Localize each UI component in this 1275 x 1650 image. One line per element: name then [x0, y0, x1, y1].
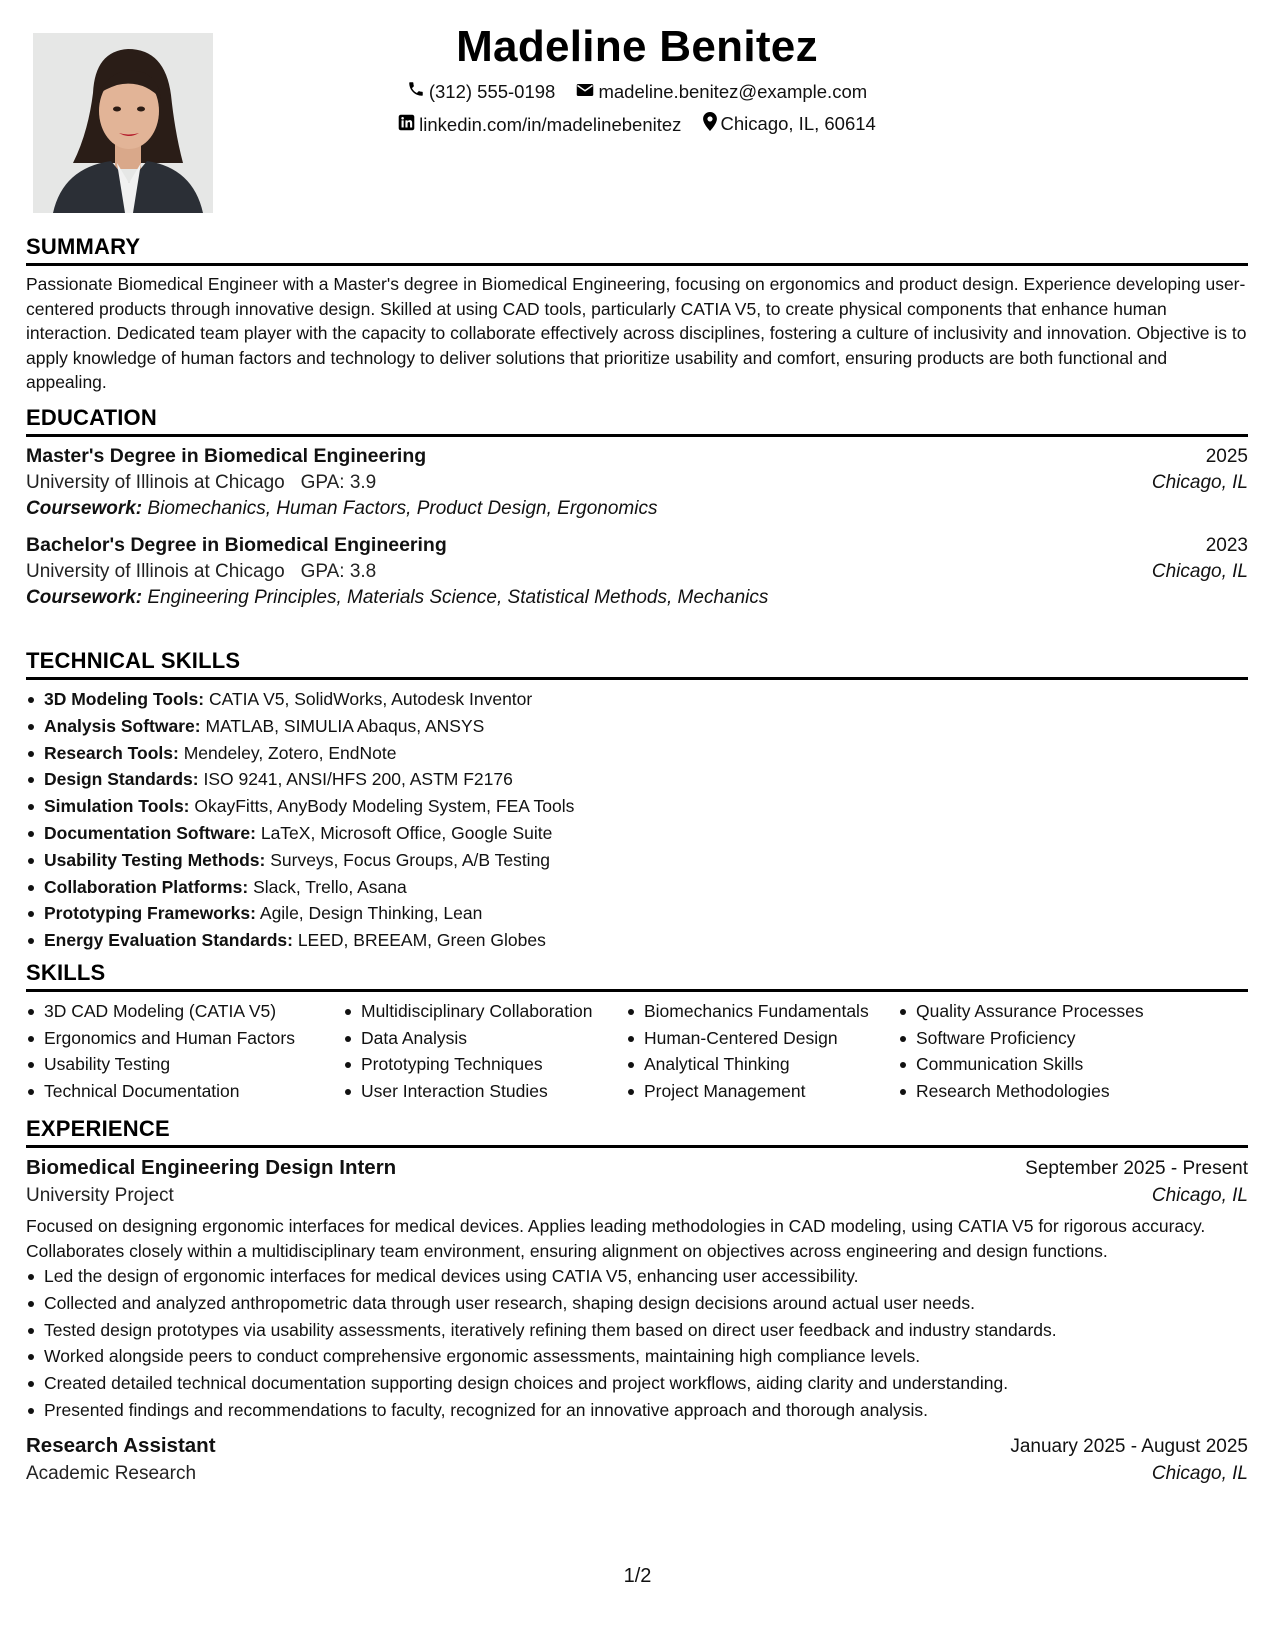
- page-number: 1/2: [623, 1565, 652, 1587]
- summary-text: Passionate Biomedical Engineer with a Master's degree in Biomedical Engineering, focusing on ergonomics and product design. Experience developing user-centered products through innovative design. Skilled at using CAD tools, particularly CATIA V5, to create physical components that enhance human interaction. Dedicated team player with the capacity to collaborate effectively across disciplines, fostering a culture of inclusivity and innovation. Objective is to apply knowledge of human factors and technology to deliver solutions that prioritize usability and comfort, ensuring products are both functional and appealing.: [26, 274, 1247, 392]
- coursework-list: Engineering Principles, Materials Science, Statistical Methods, Mechanics: [147, 587, 769, 608]
- school-line: [26, 561, 376, 583]
- degree-year: 2025: [1205, 446, 1248, 467]
- contact-line-2: [26, 112, 1248, 136]
- coursework-list: Biomechanics, Human Factors, Product Design, Ergonomics: [147, 498, 658, 519]
- list-item: Software Proficiency: [916, 1025, 1216, 1052]
- list-item: User Interaction Studies: [361, 1078, 626, 1105]
- job-title: Research Assistant: [26, 1433, 216, 1457]
- coursework-line: [26, 587, 1248, 609]
- gpa: GPA: 3.9: [300, 472, 377, 493]
- technical-skills-section: [26, 648, 1248, 954]
- school-name: University of Illinois at Chicago: [26, 561, 285, 582]
- skill-values: OkayFitts, AnyBody Modeling System, FEA Tools: [194, 796, 575, 817]
- list-item: [44, 713, 1248, 740]
- skills-section: [26, 960, 1248, 1104]
- skill-values: LaTeX, Microsoft Office, Google Suite: [260, 822, 553, 843]
- skill-values: ISO 9241, ANSI/HFS 200, ASTM F2176: [203, 769, 513, 790]
- technical-skills-list: [26, 686, 1248, 954]
- skill-values: Surveys, Focus Groups, A/B Testing: [270, 849, 551, 870]
- skill-values: CATIA V5, SolidWorks, Autodesk Inventor: [208, 689, 533, 709]
- list-item: Led the design of ergonomic interfaces for medical devices using CATIA V5, enhancing user accessibility.: [44, 1263, 1248, 1290]
- skill-category: Research Tools:: [44, 742, 179, 763]
- list-item: Usability Testing: [44, 1051, 343, 1078]
- school-location: Chicago, IL: [1151, 561, 1248, 582]
- linkedin-contact[interactable]: [398, 114, 681, 136]
- job-org: Academic Research: [26, 1462, 197, 1484]
- list-item: [44, 847, 1248, 874]
- list-item: Analytical Thinking: [644, 1051, 898, 1078]
- candidate-name: Madeline Benitez: [456, 22, 818, 71]
- list-item: Created detailed technical documentation supporting design choices and project workflows, aiding clarity and understanding.: [44, 1370, 1248, 1397]
- coursework-line: [26, 498, 1248, 520]
- gpa: GPA: 3.8: [300, 561, 377, 582]
- school-line: [26, 472, 376, 494]
- skills-column: [26, 998, 343, 1104]
- list-item: Technical Documentation: [44, 1078, 343, 1105]
- skills-heading: SKILLS: [26, 960, 1248, 992]
- envelope-icon: [576, 81, 598, 103]
- skills-grid: [26, 998, 1248, 1104]
- list-item: [44, 793, 1248, 820]
- list-item: Prototyping Techniques: [361, 1051, 626, 1078]
- skill-category: Analysis Software:: [44, 715, 201, 736]
- coursework-label: Coursework:: [26, 587, 143, 608]
- skill-values: Mendeley, Zotero, EndNote: [183, 742, 397, 763]
- list-item: Communication Skills: [916, 1051, 1216, 1078]
- linkedin-icon: [398, 114, 419, 136]
- summary-heading: SUMMARY: [26, 234, 1248, 266]
- experience-section: [26, 1116, 1248, 1485]
- map-pin-icon: [703, 112, 721, 136]
- summary-section: [26, 234, 1248, 395]
- resume-page: [26, 0, 1248, 1484]
- skills-column: [626, 998, 898, 1104]
- job-entry: [26, 1434, 1248, 1485]
- school-location: Chicago, IL: [1151, 472, 1248, 493]
- skill-values: Agile, Design Thinking, Lean: [259, 903, 483, 924]
- phone-text: (312) 555-0198: [428, 80, 556, 102]
- contact-line-1: [26, 80, 1248, 103]
- list-item: Presented findings and recommendations to faculty, recognized for an innovative approach and thorough analysis.: [44, 1397, 1248, 1424]
- skill-category: 3D Modeling Tools:: [44, 689, 205, 709]
- coursework-label: Coursework:: [26, 498, 143, 519]
- list-item: [44, 874, 1248, 901]
- list-item: 3D CAD Modeling (CATIA V5): [44, 998, 343, 1025]
- location-text: Chicago, IL, 60614: [720, 113, 876, 134]
- education-entry: [26, 445, 1248, 520]
- list-item: Research Methodologies: [916, 1078, 1216, 1105]
- list-item: Project Management: [644, 1078, 898, 1105]
- degree-title: Master's Degree in Biomedical Engineering: [26, 445, 427, 467]
- job-dates: September 2025 - Present: [1025, 1158, 1248, 1179]
- list-item: Collected and analyzed anthropometric data through user research, shaping design decisions around actual user needs.: [44, 1290, 1248, 1317]
- skill-category: Design Standards:: [44, 769, 199, 790]
- list-item: Data Analysis: [361, 1025, 626, 1052]
- skill-values: Slack, Trello, Asana: [253, 876, 407, 897]
- education-entry: [26, 534, 1248, 609]
- linkedin-text: linkedin.com/in/madelinebenitez: [419, 114, 682, 135]
- email-contact[interactable]: [576, 81, 867, 103]
- degree-year: 2023: [1205, 535, 1248, 556]
- skill-category: Energy Evaluation Standards:: [44, 930, 293, 951]
- phone-contact[interactable]: [407, 80, 556, 103]
- job-description: Focused on designing ergonomic interfaces for medical devices. Applies leading methodologies in CAD modeling, using CATIA V5 for rigorous accuracy. Collaborates closely within a multidisciplinary team environment, ensuring alignment on objectives across engineering and design functions.: [26, 1216, 1206, 1261]
- list-item: Ergonomics and Human Factors: [44, 1025, 343, 1052]
- skill-values: LEED, BREEAM, Green Globes: [297, 930, 546, 951]
- job-location: Chicago, IL: [1151, 1462, 1248, 1484]
- experience-heading: EXPERIENCE: [26, 1116, 1248, 1148]
- list-item: [44, 740, 1248, 767]
- school-name: University of Illinois at Chicago: [26, 472, 285, 493]
- list-item: [44, 820, 1248, 847]
- list-item: Quality Assurance Processes: [916, 998, 1216, 1025]
- skill-category: Simulation Tools:: [44, 796, 190, 817]
- job-dates: January 2025 - August 2025: [1010, 1435, 1248, 1457]
- job-org: University Project: [26, 1185, 174, 1206]
- phone-icon: [407, 80, 429, 103]
- list-item: Tested design prototypes via usability assessments, iteratively refining them based on direct user feedback and industry standards.: [44, 1317, 1248, 1344]
- degree-title: Bachelor's Degree in Biomedical Engineering: [26, 534, 447, 556]
- job-bullets: [26, 1263, 1248, 1424]
- skill-category: Documentation Software:: [44, 822, 256, 843]
- skill-values: MATLAB, SIMULIA Abaqus, ANSYS: [205, 715, 485, 736]
- list-item: [44, 766, 1248, 793]
- job-location: Chicago, IL: [1151, 1185, 1248, 1206]
- skill-category: Usability Testing Methods:: [44, 849, 266, 870]
- list-item: Biomechanics Fundamentals: [644, 998, 898, 1025]
- list-item: [44, 900, 1248, 927]
- location-contact: [703, 112, 876, 136]
- resume-header: [26, 0, 1248, 230]
- list-item: Human-Centered Design: [644, 1025, 898, 1052]
- job-entry: [26, 1156, 1248, 1424]
- list-item: Worked alongside peers to conduct comprehensive ergonomic assessments, maintaining high compliance levels.: [44, 1343, 1248, 1370]
- list-item: [44, 927, 1248, 954]
- job-title: Biomedical Engineering Design Intern: [26, 1156, 397, 1179]
- education-section: [26, 405, 1248, 609]
- skills-column: [898, 998, 1216, 1104]
- email-text: madeline.benitez@example.com: [598, 81, 868, 102]
- list-item: Multidisciplinary Collaboration: [361, 998, 626, 1025]
- education-heading: EDUCATION: [26, 405, 1248, 437]
- skills-column: [343, 998, 626, 1104]
- list-item: [44, 686, 1248, 713]
- technical-skills-heading: TECHNICAL SKILLS: [26, 648, 1248, 680]
- skill-category: Prototyping Frameworks:: [44, 903, 256, 924]
- skill-category: Collaboration Platforms:: [44, 876, 249, 897]
